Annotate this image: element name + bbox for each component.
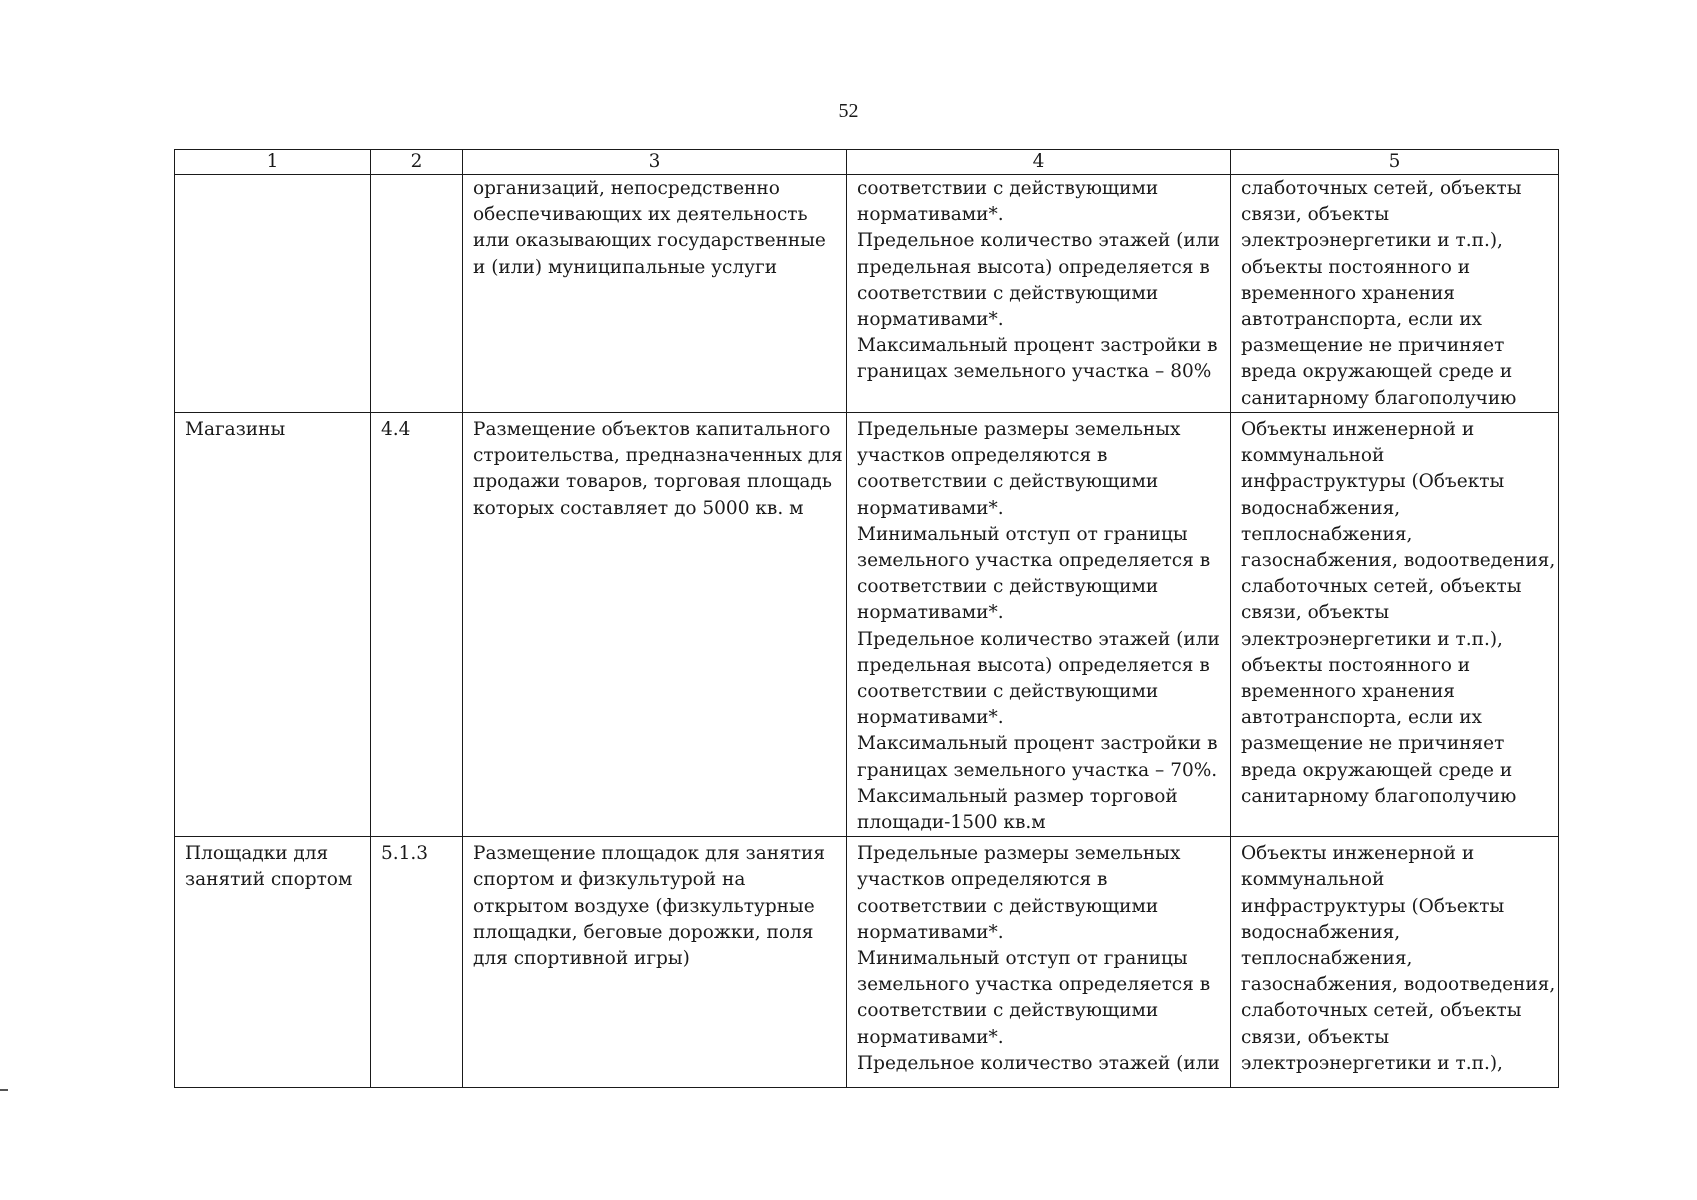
- text-line: слаботочных сетей, объекты: [1241, 1000, 1522, 1022]
- table-row: [175, 413, 1559, 837]
- use-name-cell: [175, 175, 371, 413]
- text-line: санитарному благополучию: [1241, 785, 1517, 807]
- auxiliary-uses-cell: [1231, 175, 1559, 413]
- column-header-3: 3: [463, 150, 847, 175]
- text-line: Максимальный процент застройки в: [857, 733, 1218, 755]
- text-line: обеспечивающих их деятельность: [473, 204, 808, 226]
- text-line: газоснабжения, водоотведения,: [1241, 974, 1556, 996]
- text-line: коммунальной: [1241, 445, 1385, 467]
- text-line: газоснабжения, водоотведения,: [1241, 550, 1556, 572]
- text-line: соответствии с действующими: [857, 576, 1159, 598]
- text-line: связи, объекты: [1241, 602, 1390, 624]
- text-line: водоснабжения,: [1241, 921, 1401, 943]
- column-header-5: 5: [1231, 150, 1559, 175]
- building-parameters-cell: [847, 175, 1231, 413]
- text-line: и (или) муниципальные услуги: [473, 256, 778, 278]
- table-row: [175, 837, 1559, 1088]
- text-line: площади-1500 кв.м: [857, 812, 1046, 834]
- text-line: или оказывающих государственные: [473, 230, 826, 252]
- text-line: границах земельного участка – 70%.: [857, 759, 1218, 781]
- text-line: нормативами*.: [857, 497, 1004, 519]
- text-line: земельного участка определяется в: [857, 974, 1211, 996]
- text-line: санитарному благополучию: [1241, 387, 1517, 409]
- text-line: Минимальный отступ от границы: [857, 523, 1188, 545]
- text-line: открытом воздухе (физкультурные: [473, 895, 815, 917]
- text-line: вреда окружающей среде и: [1241, 361, 1513, 383]
- text-line: нормативами*.: [857, 921, 1004, 943]
- text-line: Магазины: [185, 419, 286, 440]
- use-code-cell: [371, 175, 463, 413]
- text-line: участков определяются в: [857, 445, 1108, 467]
- text-line: соответствии с действующими: [857, 681, 1159, 703]
- building-parameters-cell: [847, 413, 1231, 837]
- text-line: нормативами*.: [857, 602, 1004, 624]
- margin-mark: [0, 1089, 8, 1091]
- text-line: электроэнергетики и т.п.),: [1241, 1052, 1503, 1074]
- use-name-cell: [175, 413, 371, 837]
- column-header-1: 1: [175, 150, 371, 175]
- text-line: слаботочных сетей, объекты: [1241, 178, 1522, 199]
- text-line: продажи товаров, торговая площадь: [473, 471, 832, 493]
- text-line: водоснабжения,: [1241, 497, 1401, 519]
- text-line: предельная высота) определяется в: [857, 256, 1210, 278]
- text-line: для спортивной игры): [473, 948, 690, 970]
- text-line: инфраструктуры (Объекты: [1241, 895, 1505, 917]
- page-number: 52: [838, 100, 859, 122]
- text-line: соответствии с действующими: [857, 178, 1159, 199]
- text-line: границах земельного участка – 80%: [857, 361, 1212, 383]
- text-line: Предельное количество этажей (или: [857, 230, 1220, 252]
- text-line: теплоснабжения,: [1241, 948, 1413, 970]
- text-line: Объекты инженерной и: [1241, 419, 1475, 440]
- text-line: коммунальной: [1241, 869, 1385, 891]
- text-line: площадки, беговые дорожки, поля: [473, 921, 814, 943]
- text-line: нормативами*.: [857, 707, 1004, 729]
- text-line: Размещение площадок для занятия: [473, 843, 826, 865]
- text-line: Предельные размеры земельных: [857, 843, 1181, 865]
- text-line: размещение не причиняет: [1241, 335, 1505, 357]
- use-code-cell: 5.1.3: [371, 837, 463, 1088]
- text-line: Предельное количество этажей (или: [857, 1052, 1220, 1074]
- text-line: строительства, предназначенных для: [473, 445, 843, 467]
- text-line: соответствии с действующими: [857, 895, 1159, 917]
- text-line: Площадки для: [185, 843, 329, 865]
- text-line: размещение не причиняет: [1241, 733, 1505, 755]
- text-line: соответствии с действующими: [857, 1000, 1159, 1022]
- table-row: [175, 175, 1559, 413]
- text-line: временного хранения: [1241, 282, 1455, 304]
- column-header-4: 4: [847, 150, 1231, 175]
- use-name-cell: [175, 837, 371, 1088]
- text-line: автотранспорта, если их: [1241, 309, 1482, 331]
- text-line: электроэнергетики и т.п.),: [1241, 230, 1503, 252]
- text-line: Минимальный отступ от границы: [857, 948, 1188, 970]
- text-line: которых составляет до 5000 кв. м: [473, 497, 804, 519]
- use-description-cell: [463, 837, 847, 1088]
- text-line: инфраструктуры (Объекты: [1241, 471, 1505, 493]
- text-line: нормативами*.: [857, 309, 1004, 331]
- text-line: Максимальный процент застройки в: [857, 335, 1218, 357]
- text-line: Объекты инженерной и: [1241, 843, 1475, 865]
- use-description-cell: [463, 413, 847, 837]
- text-line: предельная высота) определяется в: [857, 654, 1210, 676]
- text-line: организаций, непосредственно: [473, 178, 780, 199]
- text-line: нормативами*.: [857, 204, 1004, 226]
- use-description-cell: [463, 175, 847, 413]
- text-line: нормативами*.: [857, 1026, 1004, 1048]
- text-line: теплоснабжения,: [1241, 523, 1413, 545]
- text-line: Размещение объектов капитального: [473, 419, 831, 440]
- text-line: временного хранения: [1241, 681, 1455, 703]
- land-use-table: [174, 149, 1559, 1088]
- column-header-2: 2: [371, 150, 463, 175]
- text-line: электроэнергетики и т.п.),: [1241, 628, 1503, 650]
- auxiliary-uses-cell: [1231, 837, 1559, 1088]
- header-row: [175, 150, 1559, 175]
- text-line: связи, объекты: [1241, 1026, 1390, 1048]
- text-line: соответствии с действующими: [857, 282, 1159, 304]
- text-line: земельного участка определяется в: [857, 550, 1211, 572]
- text-line: Максимальный размер торговой: [857, 785, 1178, 807]
- text-line: объекты постоянного и: [1241, 654, 1471, 676]
- text-line: участков определяются в: [857, 869, 1108, 891]
- text-line: занятий спортом: [185, 869, 353, 891]
- text-line: связи, объекты: [1241, 204, 1390, 226]
- text-line: слаботочных сетей, объекты: [1241, 576, 1522, 598]
- text-line: автотранспорта, если их: [1241, 707, 1482, 729]
- text-line: соответствии с действующими: [857, 471, 1159, 493]
- building-parameters-cell: [847, 837, 1231, 1088]
- text-line: вреда окружающей среде и: [1241, 759, 1513, 781]
- text-line: спортом и физкультурой на: [473, 869, 746, 891]
- text-line: Предельное количество этажей (или: [857, 628, 1220, 650]
- auxiliary-uses-cell: [1231, 413, 1559, 837]
- text-line: объекты постоянного и: [1241, 256, 1471, 278]
- use-code-cell: 4.4: [371, 413, 463, 837]
- text-line: Предельные размеры земельных: [857, 419, 1181, 440]
